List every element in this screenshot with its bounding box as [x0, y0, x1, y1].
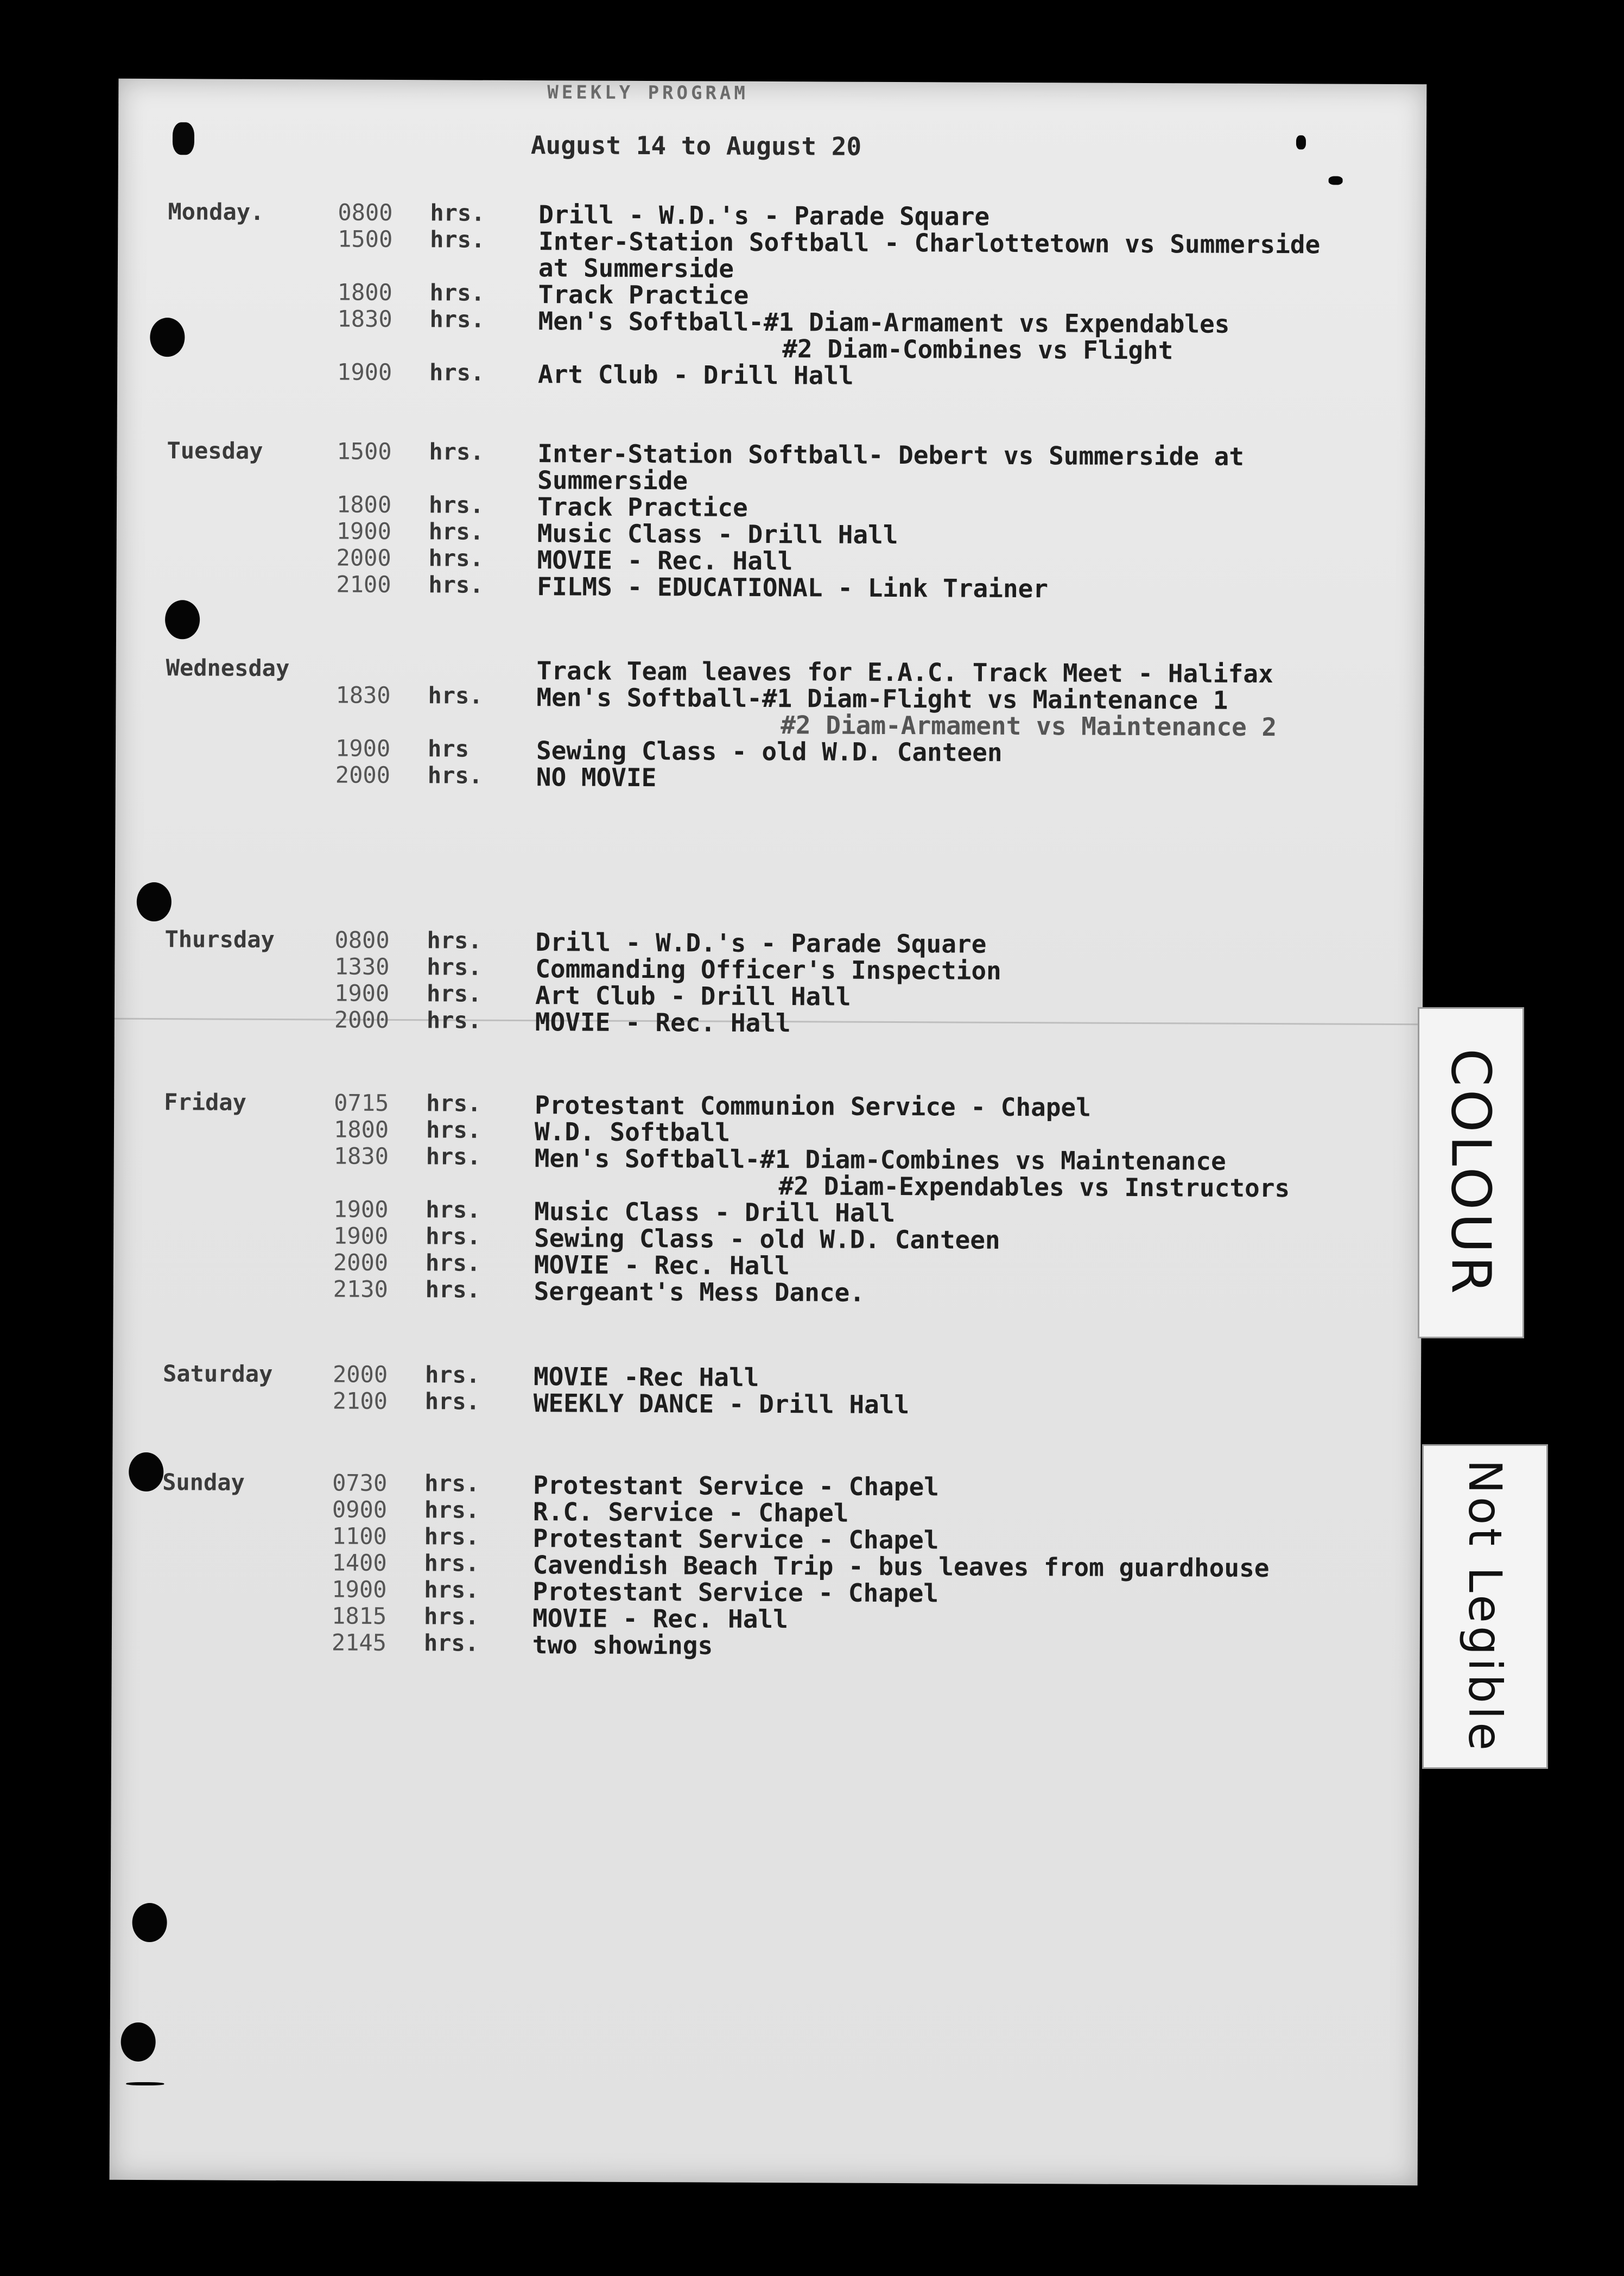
entry-time: 1900	[336, 517, 392, 545]
entry-description: Sewing Class - old W.D. Canteen	[536, 736, 1003, 767]
entry-time	[334, 1169, 399, 1170]
entry-unit: hrs.	[424, 1550, 479, 1577]
entry-time: 1900	[332, 1576, 387, 1603]
entry-time: 1900	[334, 979, 390, 1007]
day-section	[112, 1469, 1420, 1660]
day-name: Sunday	[162, 1469, 245, 1496]
punch-hole	[121, 2022, 156, 2062]
entry-description: MOVIE - Rec. Hall	[534, 1250, 790, 1281]
entry-description: Track Practice	[537, 492, 748, 522]
entry-time	[337, 332, 402, 333]
entry-description: WEEKLY DANCE - Drill Hall	[533, 1388, 910, 1420]
entry-unit: hrs.	[424, 1576, 479, 1603]
day-section	[113, 1360, 1421, 1420]
entry-description: MOVIE - Rec. Hall	[535, 1007, 791, 1038]
entry-description: MOVIE - Rec. Hall	[537, 545, 793, 576]
entry-time: 0715	[334, 1089, 389, 1116]
entry-description: Summerside	[537, 465, 688, 496]
entry-unit: hrs.	[427, 953, 482, 981]
entry-description: Inter-Station Softball - Charlottetown vs Summerside	[538, 226, 1321, 260]
entry-description: W.D. Softball	[534, 1117, 731, 1147]
colour-tab	[1418, 1007, 1524, 1338]
day-name: Saturday	[162, 1360, 273, 1388]
day-name: Friday	[164, 1089, 247, 1116]
entry-unit: hrs.	[426, 1090, 481, 1117]
entry-description: Music Class - Drill Hall	[537, 519, 898, 550]
entry-unit: hrs.	[425, 1276, 480, 1303]
entry-description: #2 Diam-Combines vs Flight	[782, 334, 1173, 365]
entry-unit: hrs.	[425, 1249, 481, 1276]
entry-description: two showings	[532, 1630, 713, 1660]
entry-time: 2000	[333, 1249, 389, 1276]
entry-description: Music Class - Drill Hall	[534, 1197, 896, 1228]
entry-description: Sewing Class - old W.D. Canteen	[534, 1223, 1000, 1255]
entry-time: 2000	[332, 1361, 388, 1388]
entry-time: 0800	[334, 926, 390, 953]
entry-description: Commanding Officer's Inspection	[535, 954, 1001, 985]
document-page	[110, 79, 1427, 2185]
entry-description: Drill - W.D.'s - Parade Square	[538, 200, 990, 231]
entry-unit: hrs.	[426, 1143, 481, 1170]
entry-time: 2000	[336, 544, 391, 571]
day-section	[117, 437, 1425, 604]
entry-time: 2000	[334, 1006, 390, 1033]
entry-unit: hrs.	[428, 518, 484, 545]
schedule-entry	[113, 1387, 1421, 1423]
day-section	[114, 1089, 1422, 1307]
entry-time: 1100	[332, 1522, 388, 1550]
entry-description: Men's Softball-#1 Diam-Flight vs Maintenance 1	[536, 682, 1228, 715]
colour-label: COLOUR	[1439, 1048, 1503, 1298]
entry-time: 2100	[336, 571, 391, 598]
entry-unit: hrs.	[427, 927, 482, 954]
entry-unit: hrs.	[424, 1388, 480, 1415]
entry-time: 0730	[332, 1469, 388, 1496]
entry-unit: hrs	[427, 735, 470, 762]
schedule-entry	[116, 570, 1424, 606]
entry-unit: hrs.	[426, 1116, 481, 1143]
entry-unit: hrs.	[427, 762, 483, 789]
entry-time: 1400	[332, 1549, 387, 1576]
entry-unit: hrs.	[430, 199, 485, 226]
day-section	[115, 926, 1423, 1038]
entry-unit: hrs.	[426, 1196, 481, 1223]
ink-speck	[126, 2082, 164, 2085]
entry-description: Protestant Service - Chapel	[532, 1523, 939, 1555]
entry-unit: hrs.	[424, 1496, 480, 1523]
entry-unit: hrs.	[428, 545, 484, 572]
entry-unit: hrs.	[423, 1603, 479, 1630]
ink-speck	[173, 122, 194, 155]
schedule-entry	[117, 358, 1425, 394]
entry-description: Cavendish Beach Trip - bus leaves from guardhouse	[532, 1550, 1270, 1583]
entry-time: 2145	[331, 1629, 387, 1656]
entry-time: 1330	[334, 953, 390, 980]
day-section	[116, 654, 1424, 793]
day-name: Thursday	[164, 926, 275, 953]
entry-time: 1900	[333, 1196, 389, 1223]
entry-time	[338, 252, 403, 253]
entry-description: FILMS - EDUCATIONAL - Link Trainer	[537, 572, 1049, 604]
entry-description: Men's Softball-#1 Diam-Combines vs Maintenance	[534, 1143, 1226, 1176]
entry-description: Protestant Service - Chapel	[533, 1470, 940, 1502]
entry-unit: hrs.	[426, 1223, 481, 1250]
entry-description: R.C. Service - Chapel	[532, 1497, 849, 1528]
entry-time: 1815	[331, 1602, 387, 1629]
entry-unit: hrs.	[428, 571, 484, 598]
entry-description: Men's Softball-#1 Diam-Armament vs Expendables	[538, 306, 1230, 339]
entry-unit: hrs.	[429, 359, 485, 386]
entry-time	[336, 655, 401, 656]
day-name: Tuesday	[167, 437, 263, 464]
entry-time: 2130	[333, 1275, 388, 1303]
entry-unit: hrs.	[423, 1629, 479, 1657]
entry-description: NO MOVIE	[536, 762, 657, 793]
entry-description: #2 Diam-Expendables vs Instructors	[778, 1171, 1290, 1203]
entry-time: 1830	[333, 1142, 389, 1169]
entry-unit: hrs.	[428, 682, 483, 709]
entry-description: Track Practice	[538, 280, 749, 310]
entry-description: Inter-Station Softball- Debert vs Summerside at	[537, 439, 1245, 471]
not-legible-label: Not Legible	[1458, 1459, 1512, 1754]
entry-description: Protestant Service - Chapel	[532, 1577, 939, 1608]
entry-unit: hrs.	[430, 226, 485, 253]
entry-description: Sergeant's Mess Dance.	[534, 1276, 865, 1307]
entry-time: 0800	[338, 199, 393, 226]
entry-time: 1800	[333, 1116, 389, 1143]
entry-time: 1500	[337, 438, 392, 465]
entry-time: 1800	[336, 491, 392, 518]
not-legible-tab	[1422, 1444, 1548, 1769]
entry-description: Track Team leaves for E.A.C. Track Meet - Halifax	[536, 656, 1273, 689]
entry-unit: hrs.	[429, 279, 485, 306]
entry-description: #2 Diam-Armament vs Maintenance 2	[781, 710, 1277, 742]
entry-unit: hrs.	[424, 1523, 480, 1550]
schedule-entry	[112, 1628, 1420, 1665]
day-name: Wednesday	[166, 654, 290, 682]
entry-time: 1900	[337, 358, 392, 385]
punch-hole	[132, 1903, 167, 1942]
entry-time: 1800	[337, 279, 393, 306]
entry-unit: hrs.	[429, 438, 484, 465]
entry-description: at Summerside	[538, 253, 734, 283]
entry-time: 1500	[338, 225, 393, 252]
entry-unit: hrs.	[427, 980, 482, 1007]
schedule-entry	[113, 1275, 1422, 1311]
entry-description: Drill - W.D.'s - Parade Square	[535, 927, 987, 959]
entry-time: 0900	[332, 1496, 388, 1523]
entry-time: 2100	[332, 1387, 388, 1414]
punch-hole	[165, 600, 200, 639]
entry-time: 1830	[337, 305, 392, 332]
entry-unit: hrs.	[429, 306, 485, 333]
entry-unit: hrs.	[424, 1470, 480, 1497]
entry-time: 1900	[333, 1222, 389, 1249]
punch-hole	[137, 882, 172, 921]
entry-time: 1900	[335, 735, 391, 762]
entry-time: 2000	[335, 761, 391, 788]
schedule-entry	[115, 1006, 1423, 1042]
entry-description: MOVIE -Rec Hall	[533, 1362, 759, 1392]
entry-description: Art Club - Drill Hall	[537, 359, 854, 390]
ink-speck	[1329, 176, 1343, 185]
entry-time: 1830	[335, 681, 391, 709]
entry-description: Art Club - Drill Hall	[535, 981, 851, 1011]
ink-speck	[1296, 135, 1306, 149]
entry-description: Protestant Communion Service - Chapel	[535, 1090, 1092, 1122]
entry-unit: hrs.	[424, 1361, 480, 1388]
entry-unit: hrs.	[428, 491, 484, 519]
day-name: Monday.	[168, 198, 264, 225]
entry-description: MOVIE - Rec. Hall	[532, 1603, 789, 1634]
date-range: August 14 to August 20	[530, 130, 862, 161]
schedule-entry	[116, 761, 1424, 797]
document-title: WEEKLY PROGRAM	[547, 81, 749, 104]
entry-unit: hrs.	[426, 1007, 482, 1034]
